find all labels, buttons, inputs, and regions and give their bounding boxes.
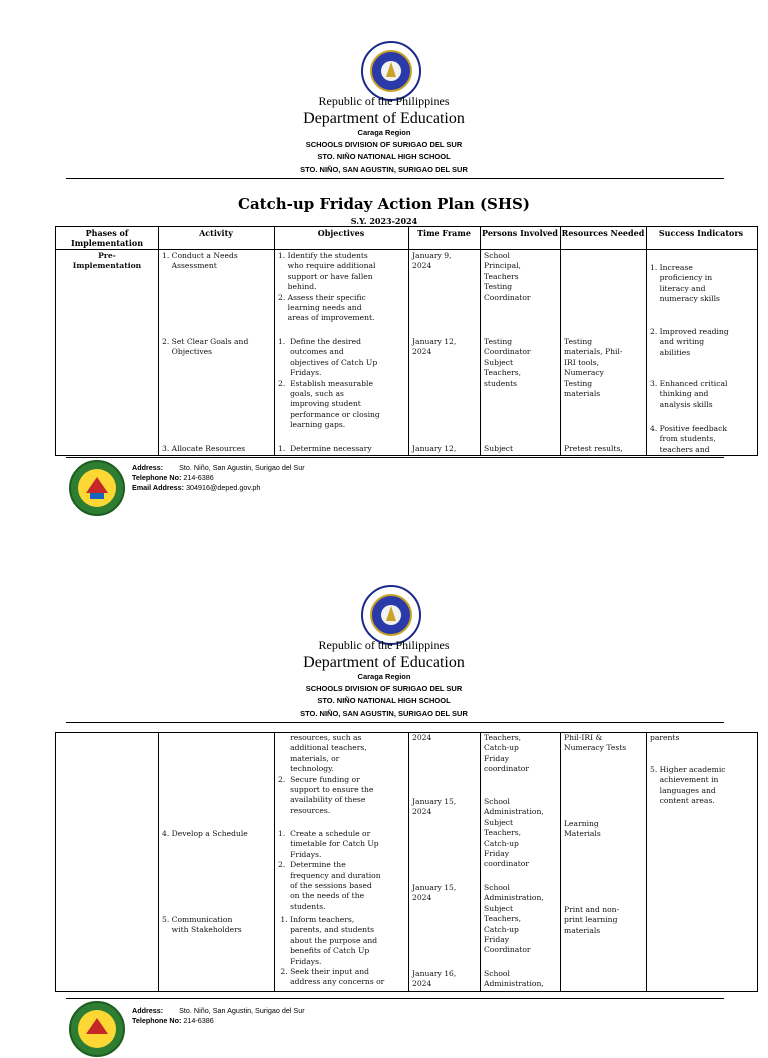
col-header-persons: Persons Involved [482,228,558,238]
col-header-objectives: Objectives [317,228,365,238]
time-cell: January 9, 2024 [412,251,452,271]
telephone-value: 214-6386 [183,1016,214,1025]
resources-cell: Phil-IRI & Numeracy Tests [564,733,627,753]
activity-cell: 5. Communication with Stakeholders [162,915,242,935]
address-label: Address: [132,463,164,472]
location-line: STO. NIÑO, SAN AGUSTIN, SURIGAO DEL SUR [300,165,468,174]
activity-cell: 4. Develop a Schedule [162,829,248,838]
persons-cell: Subject [484,444,514,453]
phase-cell: Pre- Implementation [72,251,142,271]
resources-cell: Print and non- print learning materials [564,905,620,935]
document-title: Catch-up Friday Action Plan (SHS) [238,195,530,213]
col-header-time-frame: Time Frame [417,228,471,238]
republic-line: Republic of the Philippines [318,94,450,108]
action-plan-table-continued [55,732,758,992]
deped-seal-icon [360,40,422,102]
footer-rule [66,998,724,999]
email-value: 304916@deped.gov.ph [186,483,261,492]
footer-rule [66,457,724,458]
region-line: Caraga Region [357,128,411,137]
activity-cell: 3. Allocate Resources [162,444,246,453]
indicator-cell: 1. Increase proficiency in literacy and numeracy skills [650,263,720,304]
document-page-2 [0,512,768,1024]
division-line: SCHOOLS DIVISION OF SURIGAO DEL SUR [305,140,463,149]
persons-cell: School Principal, Teachers Testing Coordinator [484,251,531,302]
time-cell: January 12, [412,444,457,453]
republic-line: Republic of the Philippines [318,638,450,652]
header-rule [66,722,724,723]
action-plan-table [55,226,758,456]
footer-contact [132,463,305,493]
indicator-cell: 2. Improved reading and writing abilities [650,327,729,357]
school-year: S.Y. 2023-2024 [350,216,418,226]
time-cell: 2024 [412,733,432,742]
header-rule [66,178,724,179]
persons-cell: School Administration, Subject Teachers, Catch-up Friday Coordinator [484,883,544,955]
email-label: Email Address: [132,483,185,492]
address-value: Sto. Niño, San Agustin, Surigao del Sur [179,1006,305,1015]
time-cell: January 12, 2024 [412,337,457,357]
footer-contact [132,1006,305,1026]
document-page-1 [0,0,768,512]
activity-cell: 2. Set Clear Goals and Objectives [162,337,249,357]
time-cell: January 15, 2024 [412,797,457,817]
persons-cell: Teachers, Catch-up Friday coordinator [484,733,529,774]
col-header-phases: Phases of Implementation [70,228,144,248]
persons-cell: Testing Coordinator Subject Teachers, students [484,337,531,388]
resources-cell: Testing materials, Phil- IRI tools, Numeracy Testing materials [564,337,623,399]
col-header-resources: Resources Needed [561,228,645,238]
telephone-label: Telephone No: [132,1016,182,1025]
department-line: Department of Education [303,654,465,671]
resources-cell: Learning Materials [564,819,601,839]
col-header-indicators: Success Indicators [658,228,744,238]
col-header-activity: Activity [199,228,233,238]
deped-seal-icon [360,584,422,646]
school-logo-icon [68,1000,126,1058]
activity-cell: 1. Conduct a Needs Assessment [162,251,238,271]
objective-cell: 1. Define the desired outcomes and objectives of Catch Up Fridays. 2. Establish measurable goals, such as improving student performance or closing learning gaps. [278,337,380,430]
indicator-cell: 3. Enhanced critical thinking and analysis skills [650,379,728,409]
objective-cell: 1. Determine necessary [278,444,372,453]
indicator-cell: 5. Higher academic achievement in languages and content areas. [650,765,726,806]
region-line: Caraga Region [357,672,411,681]
school-line: STO. NIÑO NATIONAL HIGH SCHOOL [317,152,451,161]
persons-cell: School Administration, [484,969,544,989]
time-cell: January 16, 2024 [412,969,457,989]
division-line: SCHOOLS DIVISION OF SURIGAO DEL SUR [305,684,463,693]
objective-cell: 1. Identify the students who require additional support or have fallen behind. 2. Assess their specific learning needs and areas of improvement. [278,251,376,323]
resources-cell: Pretest results, [564,444,623,453]
objective-cell: resources, such as additional teachers, materials, or technology. 2. Secure funding or support to ensure the availability of these resources. [278,733,374,815]
address-label: Address: [132,1006,164,1015]
location-line: STO. NIÑO, SAN AGUSTIN, SURIGAO DEL SUR [300,709,468,718]
objective-cell: 1. Create a schedule or timetable for Catch Up Fridays. 2. Determine the frequency and duration of the sessions based on the needs of the students. [278,829,381,911]
school-logo-icon [68,459,126,517]
indicator-cell: 4. Positive feedback from students, teachers and [650,424,727,454]
telephone-label: Telephone No: [132,473,182,482]
persons-cell: School Administration, Subject Teachers, Catch-up Friday coordinator [484,797,544,869]
address-value: Sto. Niño, San Agustin, Surigao del Sur [179,463,305,472]
indicator-cell: parents [650,733,680,742]
time-cell: January 15, 2024 [412,883,457,903]
objective-cell: 1. Inform teachers, parents, and students about the purpose and benefits of Catch Up Fridays. 2. Seek their input and address any concerns or [280,915,385,987]
telephone-value: 214-6386 [183,473,214,482]
department-line: Department of Education [303,110,465,127]
school-line: STO. NIÑO NATIONAL HIGH SCHOOL [317,696,451,705]
